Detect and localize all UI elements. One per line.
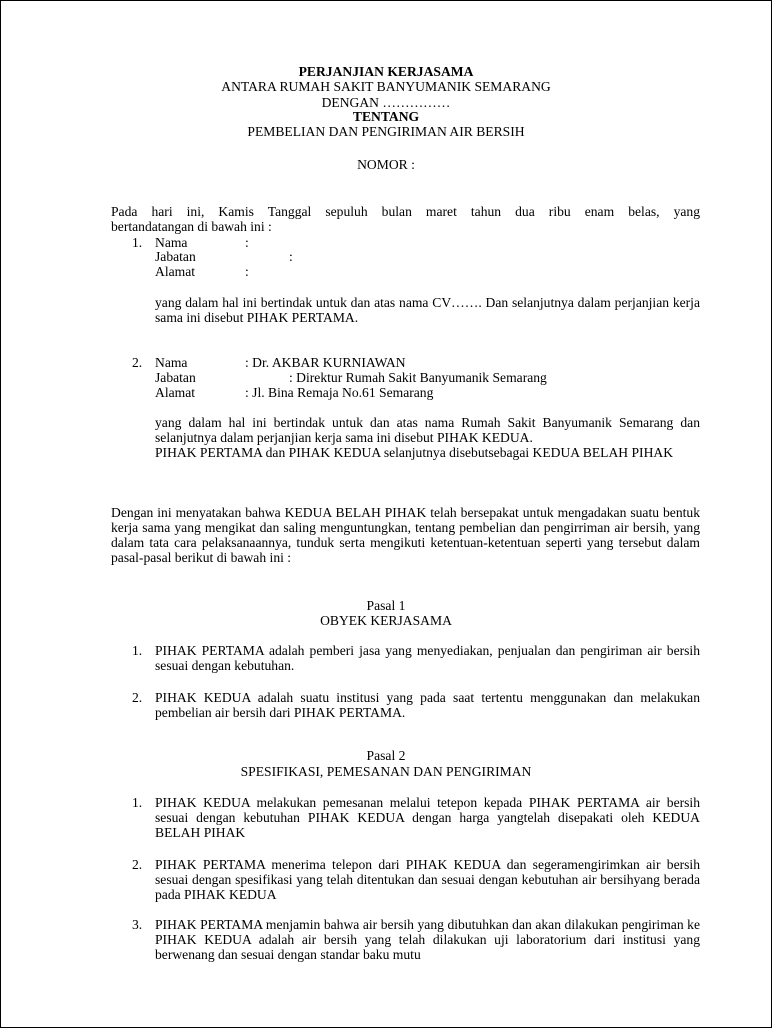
document-title: PERJANJIAN KERJASAMA <box>298 64 474 79</box>
document-number: NOMOR : <box>357 157 415 172</box>
pasal1-item-text: PIHAK KEDUA adalah suatu institusi yang pada saat tertentu menggunakan dan melakukan pembelian air bersih dari PIHAK PERTAMA. <box>155 690 700 720</box>
intro-line-2: bertandatangan di bawah ini : <box>111 219 272 234</box>
party1-nama-label: Nama <box>155 235 188 250</box>
party1-jabatan-value: : <box>289 249 293 264</box>
document-parties-line: ANTARA RUMAH SAKIT BANYUMANIK SEMARANG <box>221 79 551 94</box>
party1-number: 1. <box>132 235 143 250</box>
party2-number: 2. <box>132 355 143 370</box>
intro-line-1: Pada hari ini, Kamis Tanggal sepuluh bulan maret tahun dua ribu enam belas, yang <box>111 204 700 219</box>
party2-jabatan-value: : Direktur Rumah Sakit Banyumanik Semarang <box>289 370 547 385</box>
party1-statement: yang dalam hal ini bertindak untuk dan atas nama CV……. Dan selanjutnya dalam perjanjian kerja sama ini disebut PIHAK PERTAMA. <box>155 295 700 325</box>
party1-nama-value: : <box>245 235 249 250</box>
pasal2-item-number: 3. <box>132 917 143 932</box>
party1-alamat-value: : <box>245 264 249 279</box>
pasal2-title: SPESIFIKASI, PEMESANAN DAN PENGIRIMAN <box>240 764 532 779</box>
pasal2-heading: Pasal 2 <box>366 748 406 763</box>
pasal2-item-text: PIHAK PERTAMA menerima telepon dari PIHAK KEDUA dan segeramengirimkan air bersih sesuai dengan spesifikasi yang telah ditentukan dan sesuai dengan kebutuhan air bersihyang berada pada PIHAK KEDUA <box>155 857 700 902</box>
agreement-paragraph: Dengan ini menyatakan bahwa KEDUA BELAH PIHAK telah bersepakat untuk mengadakan suatu bentuk kerja sama yang mengikat dan saling menguntungkan, tentang pembelian dan pengirriman air bersih, yang dalam tata cara pelaksanaannya, tunduk serta mengikuti ketentuan-ketentuan seperti yang tersebut dalam pasal-pasal berikut di bawah ini : <box>111 505 700 565</box>
pasal1-item-number: 1. <box>132 643 143 658</box>
party2-alamat-label: Alamat <box>155 385 196 400</box>
both-parties-statement: PIHAK PERTAMA dan PIHAK KEDUA selanjutnya disebutsebagai KEDUA BELAH PIHAK <box>155 445 674 460</box>
pasal2-item-number: 2. <box>132 857 143 872</box>
pasal1-heading: Pasal 1 <box>366 598 406 613</box>
party2-alamat-value: : Jl. Bina Remaja No.61 Semarang <box>245 385 434 400</box>
party2-statement: yang dalam hal ini bertindak untuk dan atas nama Rumah Sakit Banyumanik Semarang dan selanjutnya dalam perjanjian kerja sama ini disebut PIHAK KEDUA. <box>155 415 700 445</box>
party2-nama-label: Nama <box>155 355 188 370</box>
pasal2-item-number: 1. <box>132 795 143 810</box>
pasal2-item-text: PIHAK PERTAMA menjamin bahwa air bersih yang dibutuhkan dan akan dilakukan pengiriman ke PIHAK KEDUA adalah air bersih yang telah dilakukan uji laboratorium dari institusi yang berwenang dan sesuai dengan standar baku mutu <box>155 917 700 962</box>
party2-nama-value: : Dr. AKBAR KURNIAWAN <box>245 355 406 370</box>
party1-alamat-label: Alamat <box>155 264 196 279</box>
pasal1-title: OBYEK KERJASAMA <box>320 613 452 628</box>
document-about-label: TENTANG <box>352 109 420 124</box>
document-subject: PEMBELIAN DAN PENGIRIMAN AIR BERSIH <box>247 124 525 139</box>
party1-jabatan-label: Jabatan <box>155 249 196 264</box>
party2-jabatan-label: Jabatan <box>155 370 196 385</box>
pasal2-item-text: PIHAK KEDUA melakukan pemesanan melalui tetepon kepada PIHAK PERTAMA air bersih sesuai dengan kebutuhan PIHAK KEDUA dengan harga yangtelah disepakati oleh KEDUA BELAH PIHAK <box>155 795 700 840</box>
document-with-line: DENGAN …………… <box>321 95 451 110</box>
pasal1-item-text: PIHAK PERTAMA adalah pemberi jasa yang menyediakan, penjualan dan pengiriman air bersih sesuai dengan kebutuhan. <box>155 643 700 673</box>
pasal1-item-number: 2. <box>132 690 143 705</box>
